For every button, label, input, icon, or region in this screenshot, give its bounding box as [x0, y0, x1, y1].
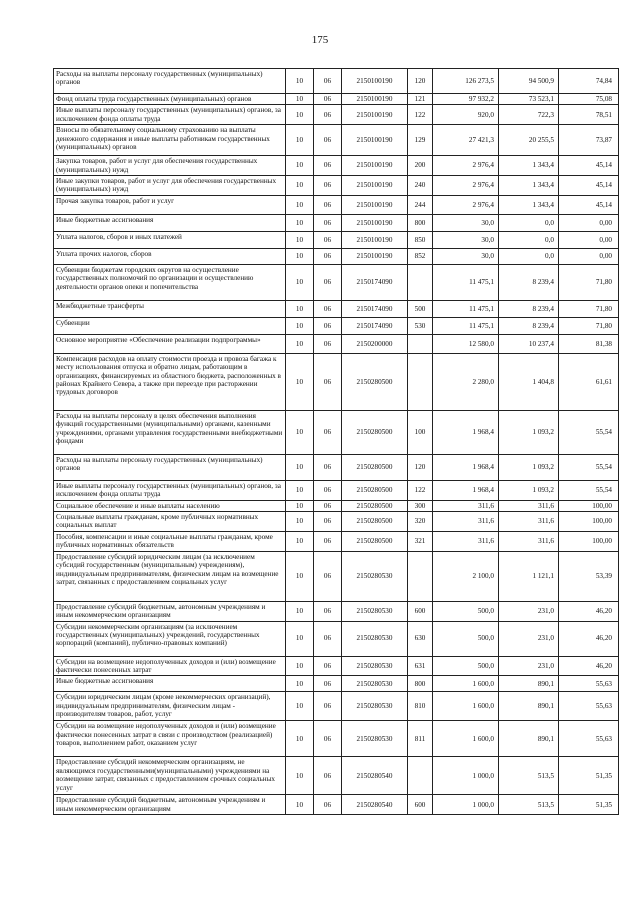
- row-name: Основное мероприятие «Обеспечение реализации подпрограммы»: [54, 334, 286, 353]
- row-plan: 1 968,4: [433, 454, 499, 480]
- table-row: [54, 757, 619, 795]
- row-plan: 500,0: [433, 601, 499, 621]
- row-expense-type: 320: [408, 512, 433, 532]
- row-expense-type: 852: [408, 248, 433, 264]
- row-subsection: 06: [314, 757, 342, 795]
- row-section: 10: [286, 317, 314, 334]
- row-name: Иные выплаты персоналу государственных (муниципальных) органов, за исключением фонда оплаты труда: [54, 480, 286, 500]
- row-target-code: 2150100190: [342, 105, 408, 125]
- row-section: 10: [286, 214, 314, 231]
- row-subsection: 06: [314, 248, 342, 264]
- row-plan: 500,0: [433, 621, 499, 656]
- row-subsection: 06: [314, 195, 342, 214]
- row-target-code: 2150280500: [342, 500, 408, 511]
- row-section: 10: [286, 176, 314, 196]
- row-percent: 71,80: [559, 300, 619, 317]
- table-row: [54, 721, 619, 757]
- row-subsection: 06: [314, 300, 342, 317]
- row-plan: 2 280,0: [433, 353, 499, 410]
- row-percent: 100,00: [559, 512, 619, 532]
- row-name: Субсидии некоммерческим организациям (за исключением государственных (муниципальных) учреждений, государственных корпораций (компаний), публично-правовых компаний): [54, 621, 286, 656]
- row-name: Иные бюджетные ассигнования: [54, 214, 286, 231]
- row-subsection: 06: [314, 176, 342, 196]
- table-row: [54, 156, 619, 176]
- row-section: 10: [286, 125, 314, 156]
- row-executed: 0,0: [499, 248, 559, 264]
- row-executed: 8 239,4: [499, 317, 559, 334]
- row-percent: 51,35: [559, 757, 619, 795]
- table-row: [54, 676, 619, 692]
- row-target-code: 2150280530: [342, 551, 408, 601]
- row-percent: 0,00: [559, 231, 619, 248]
- row-percent: 0,00: [559, 214, 619, 231]
- row-executed: 94 500,9: [499, 69, 559, 94]
- row-target-code: 2150280530: [342, 721, 408, 757]
- row-executed: 311,6: [499, 500, 559, 511]
- row-plan: 2 976,4: [433, 156, 499, 176]
- row-target-code: 2150100190: [342, 94, 408, 105]
- row-plan: 1 968,4: [433, 480, 499, 500]
- row-section: 10: [286, 231, 314, 248]
- row-section: 10: [286, 621, 314, 656]
- table-row: [54, 317, 619, 334]
- row-target-code: 2150174090: [342, 300, 408, 317]
- table-row: [54, 795, 619, 815]
- row-expense-type: 300: [408, 500, 433, 511]
- row-name: Субвенции бюджетам городских округов на осуществление государственных полномочий по организации и осуществлению деятельности органов опеки и попечительства: [54, 264, 286, 300]
- row-name: Предоставление субсидий бюджетным, автономным учреждениям и иным некоммерческим организациям: [54, 795, 286, 815]
- row-target-code: 2150100190: [342, 214, 408, 231]
- row-executed: 722,3: [499, 105, 559, 125]
- row-name: Межбюджетные трансферты: [54, 300, 286, 317]
- row-name: Уплата налогов, сборов и иных платежей: [54, 231, 286, 248]
- row-percent: 61,61: [559, 353, 619, 410]
- row-section: 10: [286, 353, 314, 410]
- row-subsection: 06: [314, 676, 342, 692]
- row-name: Фонд оплаты труда государственных (муниципальных) органов: [54, 94, 286, 105]
- row-target-code: 2150280500: [342, 531, 408, 551]
- row-percent: 55,63: [559, 721, 619, 757]
- table-row: [54, 248, 619, 264]
- row-subsection: 06: [314, 531, 342, 551]
- row-subsection: 06: [314, 94, 342, 105]
- row-target-code: 2150280500: [342, 410, 408, 454]
- row-name: Субвенции: [54, 317, 286, 334]
- row-section: 10: [286, 531, 314, 551]
- row-plan: 126 273,5: [433, 69, 499, 94]
- row-subsection: 06: [314, 454, 342, 480]
- row-percent: 73,87: [559, 125, 619, 156]
- row-name: Иные бюджетные ассигнования: [54, 676, 286, 692]
- table-row: [54, 231, 619, 248]
- row-plan: 311,6: [433, 500, 499, 511]
- row-plan: 1 600,0: [433, 692, 499, 721]
- row-expense-type: 244: [408, 195, 433, 214]
- row-expense-type: 630: [408, 621, 433, 656]
- row-executed: 311,6: [499, 531, 559, 551]
- row-subsection: 06: [314, 317, 342, 334]
- row-section: 10: [286, 757, 314, 795]
- row-plan: 311,6: [433, 531, 499, 551]
- row-subsection: 06: [314, 721, 342, 757]
- row-name: Субсидии на возмещение недополученных доходов и (или) возмещение фактически понесенных затрат: [54, 656, 286, 676]
- row-section: 10: [286, 69, 314, 94]
- row-executed: 8 239,4: [499, 300, 559, 317]
- row-executed: 20 255,5: [499, 125, 559, 156]
- table-row: [54, 176, 619, 196]
- row-target-code: 2150174090: [342, 317, 408, 334]
- row-name: Предоставление субсидий бюджетным, автономным учреждениям и иным некоммерческим организациям: [54, 601, 286, 621]
- row-target-code: 2150100190: [342, 125, 408, 156]
- row-plan: 1 000,0: [433, 795, 499, 815]
- row-target-code: 2150200000: [342, 334, 408, 353]
- row-plan: 11 475,1: [433, 264, 499, 300]
- row-subsection: 06: [314, 500, 342, 511]
- row-expense-type: 122: [408, 480, 433, 500]
- table-row: [54, 94, 619, 105]
- row-plan: 920,0: [433, 105, 499, 125]
- row-percent: 0,00: [559, 248, 619, 264]
- row-percent: 55,63: [559, 692, 619, 721]
- row-target-code: 2150280540: [342, 757, 408, 795]
- row-percent: 100,00: [559, 500, 619, 511]
- row-name: Субсидии юридическим лицам (кроме некоммерческих организаций), индивидуальным предпринимателям, физическим лицам - производителям товаров, работ, услуг: [54, 692, 286, 721]
- row-section: 10: [286, 94, 314, 105]
- row-name: Расходы на выплаты персоналу государственных (муниципальных) органов: [54, 69, 286, 94]
- table-row: [54, 692, 619, 721]
- row-section: 10: [286, 721, 314, 757]
- row-section: 10: [286, 676, 314, 692]
- row-plan: 500,0: [433, 656, 499, 676]
- row-executed: 513,5: [499, 795, 559, 815]
- row-executed: 1 093,2: [499, 480, 559, 500]
- row-target-code: 2150280530: [342, 621, 408, 656]
- row-expense-type: 129: [408, 125, 433, 156]
- row-subsection: 06: [314, 334, 342, 353]
- row-section: 10: [286, 601, 314, 621]
- row-target-code: 2150280500: [342, 454, 408, 480]
- row-expense-type: [408, 334, 433, 353]
- row-percent: 81,38: [559, 334, 619, 353]
- row-target-code: 2150280530: [342, 601, 408, 621]
- row-section: 10: [286, 105, 314, 125]
- row-expense-type: 530: [408, 317, 433, 334]
- row-subsection: 06: [314, 264, 342, 300]
- row-expense-type: 121: [408, 94, 433, 105]
- row-target-code: 2150100190: [342, 69, 408, 94]
- table-row: [54, 195, 619, 214]
- row-executed: 890,1: [499, 676, 559, 692]
- table-row: [54, 334, 619, 353]
- row-section: 10: [286, 656, 314, 676]
- row-section: 10: [286, 410, 314, 454]
- row-executed: 231,0: [499, 621, 559, 656]
- row-subsection: 06: [314, 69, 342, 94]
- row-plan: 30,0: [433, 248, 499, 264]
- row-target-code: 2150100190: [342, 176, 408, 196]
- row-executed: 890,1: [499, 692, 559, 721]
- row-percent: 55,54: [559, 454, 619, 480]
- row-subsection: 06: [314, 795, 342, 815]
- row-subsection: 06: [314, 656, 342, 676]
- row-subsection: 06: [314, 480, 342, 500]
- row-name: Субсидии на возмещение недополученных доходов и (или) возмещение фактически понесенных затрат в связи с производством (реализацией) товаров, выполнением работ, оказанием услуг: [54, 721, 286, 757]
- row-subsection: 06: [314, 551, 342, 601]
- row-subsection: 06: [314, 601, 342, 621]
- row-name: Иные закупки товаров, работ и услуг для обеспечения государственных (муниципальных) нужд: [54, 176, 286, 196]
- row-expense-type: 120: [408, 454, 433, 480]
- row-expense-type: 120: [408, 69, 433, 94]
- row-plan: 12 580,0: [433, 334, 499, 353]
- row-section: 10: [286, 156, 314, 176]
- row-target-code: 2150280500: [342, 353, 408, 410]
- row-section: 10: [286, 454, 314, 480]
- row-plan: 2 976,4: [433, 176, 499, 196]
- row-percent: 55,54: [559, 480, 619, 500]
- row-plan: 97 932,2: [433, 94, 499, 105]
- row-executed: 231,0: [499, 601, 559, 621]
- row-subsection: 06: [314, 105, 342, 125]
- row-target-code: 2150100190: [342, 156, 408, 176]
- row-section: 10: [286, 300, 314, 317]
- row-subsection: 06: [314, 512, 342, 532]
- row-expense-type: [408, 264, 433, 300]
- row-subsection: 06: [314, 353, 342, 410]
- row-percent: 74,84: [559, 69, 619, 94]
- row-executed: 1 404,8: [499, 353, 559, 410]
- row-expense-type: 810: [408, 692, 433, 721]
- row-executed: 1 093,2: [499, 454, 559, 480]
- row-plan: 311,6: [433, 512, 499, 532]
- row-name: Иные выплаты персоналу государственных (муниципальных) органов, за исключением фонда оплаты труда: [54, 105, 286, 125]
- row-expense-type: 500: [408, 300, 433, 317]
- table-row: [54, 480, 619, 500]
- row-expense-type: 631: [408, 656, 433, 676]
- row-subsection: 06: [314, 214, 342, 231]
- table-row: [54, 500, 619, 511]
- row-plan: 2 100,0: [433, 551, 499, 601]
- row-plan: 1 600,0: [433, 676, 499, 692]
- row-name: Уплата прочих налогов, сборов: [54, 248, 286, 264]
- row-expense-type: [408, 757, 433, 795]
- row-expense-type: 800: [408, 214, 433, 231]
- row-expense-type: [408, 551, 433, 601]
- table-row: [54, 531, 619, 551]
- row-section: 10: [286, 795, 314, 815]
- row-name: Социальные выплаты гражданам, кроме публичных нормативных социальных выплат: [54, 512, 286, 532]
- row-name: Расходы на выплаты персоналу государственных (муниципальных) органов: [54, 454, 286, 480]
- table-row: [54, 454, 619, 480]
- row-section: 10: [286, 334, 314, 353]
- row-subsection: 06: [314, 231, 342, 248]
- row-executed: 0,0: [499, 214, 559, 231]
- row-executed: 890,1: [499, 721, 559, 757]
- row-percent: 51,35: [559, 795, 619, 815]
- row-expense-type: 600: [408, 601, 433, 621]
- row-executed: 1 343,4: [499, 176, 559, 196]
- table-row: [54, 656, 619, 676]
- row-percent: 46,20: [559, 601, 619, 621]
- row-section: 10: [286, 512, 314, 532]
- row-subsection: 06: [314, 692, 342, 721]
- table-row: [54, 264, 619, 300]
- row-target-code: 2150280500: [342, 480, 408, 500]
- row-percent: 78,51: [559, 105, 619, 125]
- row-expense-type: 811: [408, 721, 433, 757]
- row-name: Компенсация расходов на оплату стоимости проезда и провоза багажа к месту использования отпуска и обратно лицам, работающим в организациях, финансируемых из областного бюджета, расположенных в районах Крайнего Севера, а также при переезде при расторжении трудовых договоров: [54, 353, 286, 410]
- row-subsection: 06: [314, 410, 342, 454]
- row-plan: 1 600,0: [433, 721, 499, 757]
- row-percent: 55,54: [559, 410, 619, 454]
- row-expense-type: 321: [408, 531, 433, 551]
- row-executed: 231,0: [499, 656, 559, 676]
- row-percent: 45,14: [559, 195, 619, 214]
- row-section: 10: [286, 195, 314, 214]
- row-target-code: 2150280530: [342, 692, 408, 721]
- row-plan: 30,0: [433, 214, 499, 231]
- row-executed: 8 239,4: [499, 264, 559, 300]
- row-executed: 311,6: [499, 512, 559, 532]
- row-percent: 46,20: [559, 656, 619, 676]
- table-row: [54, 353, 619, 410]
- row-percent: 71,80: [559, 317, 619, 334]
- row-executed: 0,0: [499, 231, 559, 248]
- row-subsection: 06: [314, 125, 342, 156]
- row-plan: 1 000,0: [433, 757, 499, 795]
- row-target-code: 2150280530: [342, 676, 408, 692]
- row-executed: 10 237,4: [499, 334, 559, 353]
- table-row: [54, 601, 619, 621]
- row-executed: 1 343,4: [499, 156, 559, 176]
- page-number: 175: [311, 34, 329, 46]
- row-plan: 2 976,4: [433, 195, 499, 214]
- row-percent: 75,08: [559, 94, 619, 105]
- row-section: 10: [286, 480, 314, 500]
- row-target-code: 2150174090: [342, 264, 408, 300]
- row-target-code: 2150100190: [342, 231, 408, 248]
- row-percent: 46,20: [559, 621, 619, 656]
- row-section: 10: [286, 551, 314, 601]
- row-expense-type: 200: [408, 156, 433, 176]
- row-expense-type: [408, 353, 433, 410]
- row-expense-type: 850: [408, 231, 433, 248]
- row-name: Социальное обеспечение и иные выплаты населению: [54, 500, 286, 511]
- row-plan: 30,0: [433, 231, 499, 248]
- row-subsection: 06: [314, 621, 342, 656]
- row-plan: 11 475,1: [433, 317, 499, 334]
- row-name: Взносы по обязательному социальному страхованию на выплаты денежного содержания и иные выплаты работникам государственных (муниципальных) органов: [54, 125, 286, 156]
- row-target-code: 2150280530: [342, 656, 408, 676]
- row-expense-type: 800: [408, 676, 433, 692]
- row-plan: 11 475,1: [433, 300, 499, 317]
- row-percent: 45,14: [559, 176, 619, 196]
- row-percent: 55,63: [559, 676, 619, 692]
- row-percent: 45,14: [559, 156, 619, 176]
- row-plan: 27 421,3: [433, 125, 499, 156]
- table-row: [54, 105, 619, 125]
- row-plan: 1 968,4: [433, 410, 499, 454]
- row-subsection: 06: [314, 156, 342, 176]
- row-name: Предоставление субсидий некоммерческим организациям, не являющимся государственными(муниципальными) учреждениями на возмещение затрат, связанных с предоставлением срочных социальных услуг: [54, 757, 286, 795]
- row-target-code: 2150280540: [342, 795, 408, 815]
- row-section: 10: [286, 248, 314, 264]
- table-row: [54, 214, 619, 231]
- row-expense-type: 240: [408, 176, 433, 196]
- row-percent: 71,80: [559, 264, 619, 300]
- table-row: [54, 69, 619, 94]
- table-row: [54, 512, 619, 532]
- row-name: Пособия, компенсации и иные социальные выплаты гражданам, кроме публичных нормативных обязательств: [54, 531, 286, 551]
- row-executed: 513,5: [499, 757, 559, 795]
- row-name: Расходы на выплаты персоналу в целях обеспечения выполнения функций государственными (муниципальными) органами, казенными учреждениями, органами управления государственными внебюджетными фондами: [54, 410, 286, 454]
- row-expense-type: 600: [408, 795, 433, 815]
- budget-table: [53, 68, 619, 815]
- table-row: [54, 125, 619, 156]
- table-row: [54, 621, 619, 656]
- row-target-code: 2150280500: [342, 512, 408, 532]
- table-row: [54, 551, 619, 601]
- row-executed: 1 093,2: [499, 410, 559, 454]
- row-executed: 73 523,1: [499, 94, 559, 105]
- row-target-code: 2150100190: [342, 248, 408, 264]
- row-name: Предоставление субсидий юридическим лицам (за исключением субсидий государственным (муниципальным) учреждениям), индивидуальным предпринимателям, физическим лицам на возмещение затрат, связанных с предоставлением социальных услуг: [54, 551, 286, 601]
- row-name: Прочая закупка товаров, работ и услуг: [54, 195, 286, 214]
- row-percent: 53,39: [559, 551, 619, 601]
- row-percent: 100,00: [559, 531, 619, 551]
- row-name: Закупка товаров, работ и услуг для обеспечения государственных (муниципальных) нужд: [54, 156, 286, 176]
- row-executed: 1 343,4: [499, 195, 559, 214]
- row-section: 10: [286, 692, 314, 721]
- row-expense-type: 100: [408, 410, 433, 454]
- row-section: 10: [286, 500, 314, 511]
- table-row: [54, 410, 619, 454]
- row-section: 10: [286, 264, 314, 300]
- row-executed: 1 121,1: [499, 551, 559, 601]
- row-expense-type: 122: [408, 105, 433, 125]
- table-row: [54, 300, 619, 317]
- row-target-code: 2150100190: [342, 195, 408, 214]
